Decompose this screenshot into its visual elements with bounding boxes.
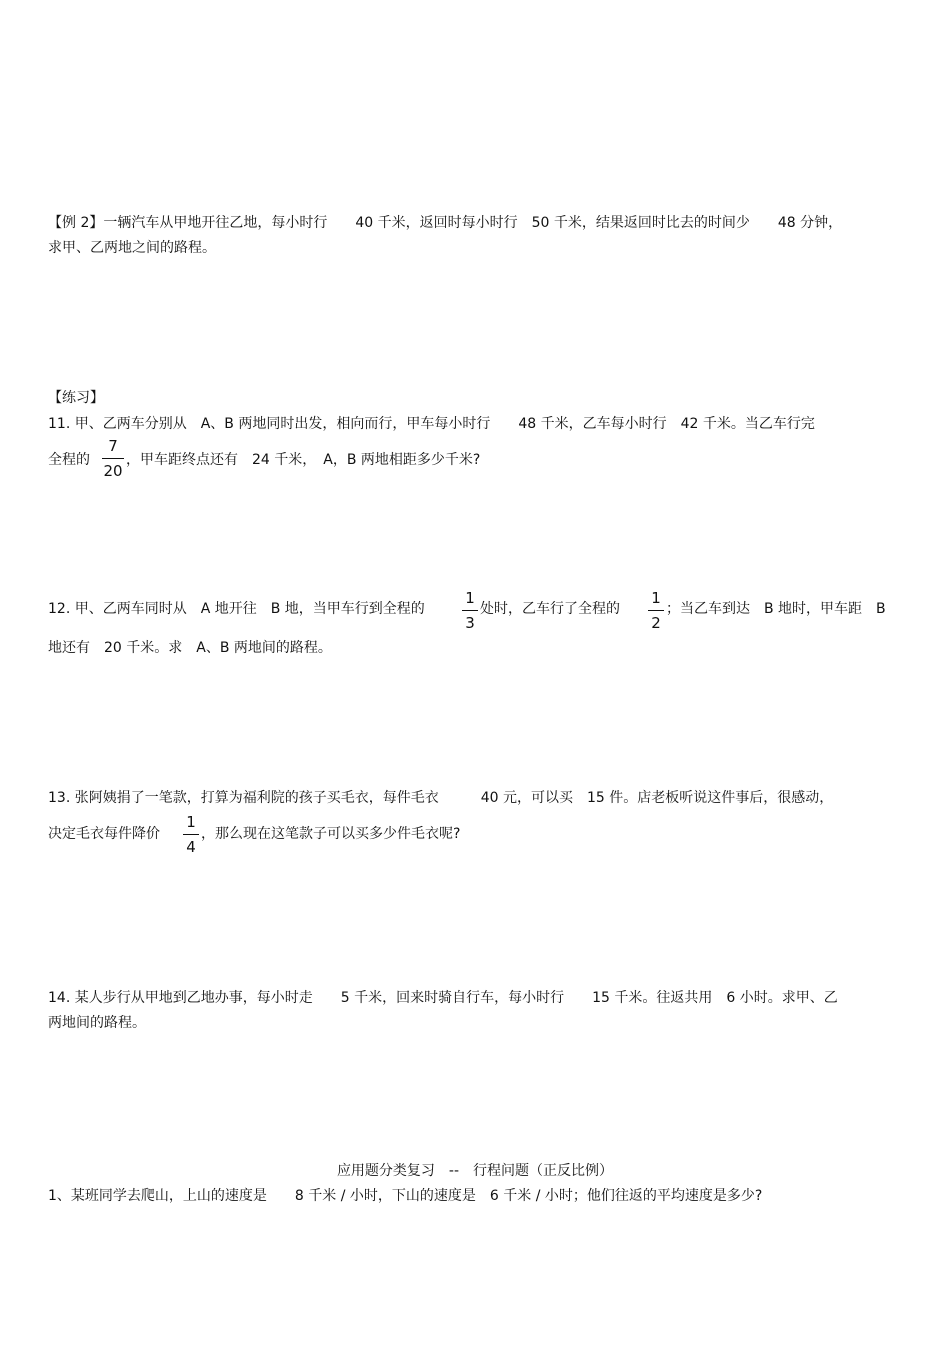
q12-fraction1 [462, 588, 478, 633]
q13-fraction-denominator: 4 [186, 838, 196, 856]
q12-fraction1-numerator: 1 [465, 589, 475, 607]
q11-fraction [102, 436, 124, 481]
example2-line2: 求甲、乙两地之间的路程。 [48, 240, 216, 256]
section-q1: 1、某班同学去爬山，上山的速度是 8 千米 / 小时，下山的速度是 6 千米 / 小时；他们往返的平均速度是多少? [48, 1188, 763, 1204]
q13-line1: 13. 张阿姨捐了一笔款，打算为福利院的孩子买毛衣，每件毛衣 40 元，可以买 15 件。店老板听说这件事后，很感动， [48, 790, 834, 806]
q13-post: ，那么现在这笔款子可以买多少件毛衣呢? [201, 826, 461, 842]
q12-fraction2-numerator: 1 [651, 589, 661, 607]
q12-seg2: 处时，乙车行了全程的 [480, 601, 620, 617]
q12-seg1: 12. 甲、乙两车同时从 A 地开往 B 地，当甲车行到全程的 [48, 601, 425, 617]
q12-seg3: ；当乙车到达 B 地时，甲车距 B [666, 601, 886, 617]
q11-post: ，甲车距终点还有 24 千米， A，B 两地相距多少千米? [126, 452, 481, 468]
practice-heading: 【练习】 [48, 390, 104, 406]
example2-line1: 【例 2】一辆汽车从甲地开往乙地，每小时行 40 千米，返回时每小时行 50 千米，结果返回时比去的时间少 48 分钟， [48, 215, 843, 231]
q13-fraction [183, 812, 199, 857]
section-title: 应用题分类复习 -- 行程问题（正反比例） [336, 1163, 614, 1179]
q12-line2: 地还有 20 千米。求 A、B 两地间的路程。 [48, 640, 332, 656]
q14-line1: 14. 某人步行从甲地到乙地办事，每小时走 5 千米，回来时骑自行车，每小时行 15 千米。往返共用 6 小时。求甲、乙 [48, 990, 838, 1006]
q12-fraction2-bar [648, 610, 664, 611]
q13-pre: 决定毛衣每件降价 [48, 826, 160, 842]
q14-line2: 两地间的路程。 [48, 1015, 146, 1031]
q12-fraction1-denominator: 3 [465, 614, 475, 632]
q11-line1: 11. 甲、乙两车分别从 A、B 两地同时出发，相向而行，甲车每小时行 48 千米，乙车每小时行 42 千米。当乙车行完 [48, 416, 815, 432]
q11-fraction-bar [102, 458, 124, 459]
q12-fraction1-bar [462, 610, 478, 611]
q12-fraction2 [648, 588, 664, 633]
q11-pre: 全程的 [48, 452, 90, 468]
q13-fraction-bar [183, 834, 199, 835]
q11-fraction-denominator: 20 [103, 462, 123, 480]
q11-fraction-numerator: 7 [108, 437, 118, 455]
q13-fraction-numerator: 1 [186, 813, 196, 831]
q12-fraction2-denominator: 2 [651, 614, 661, 632]
